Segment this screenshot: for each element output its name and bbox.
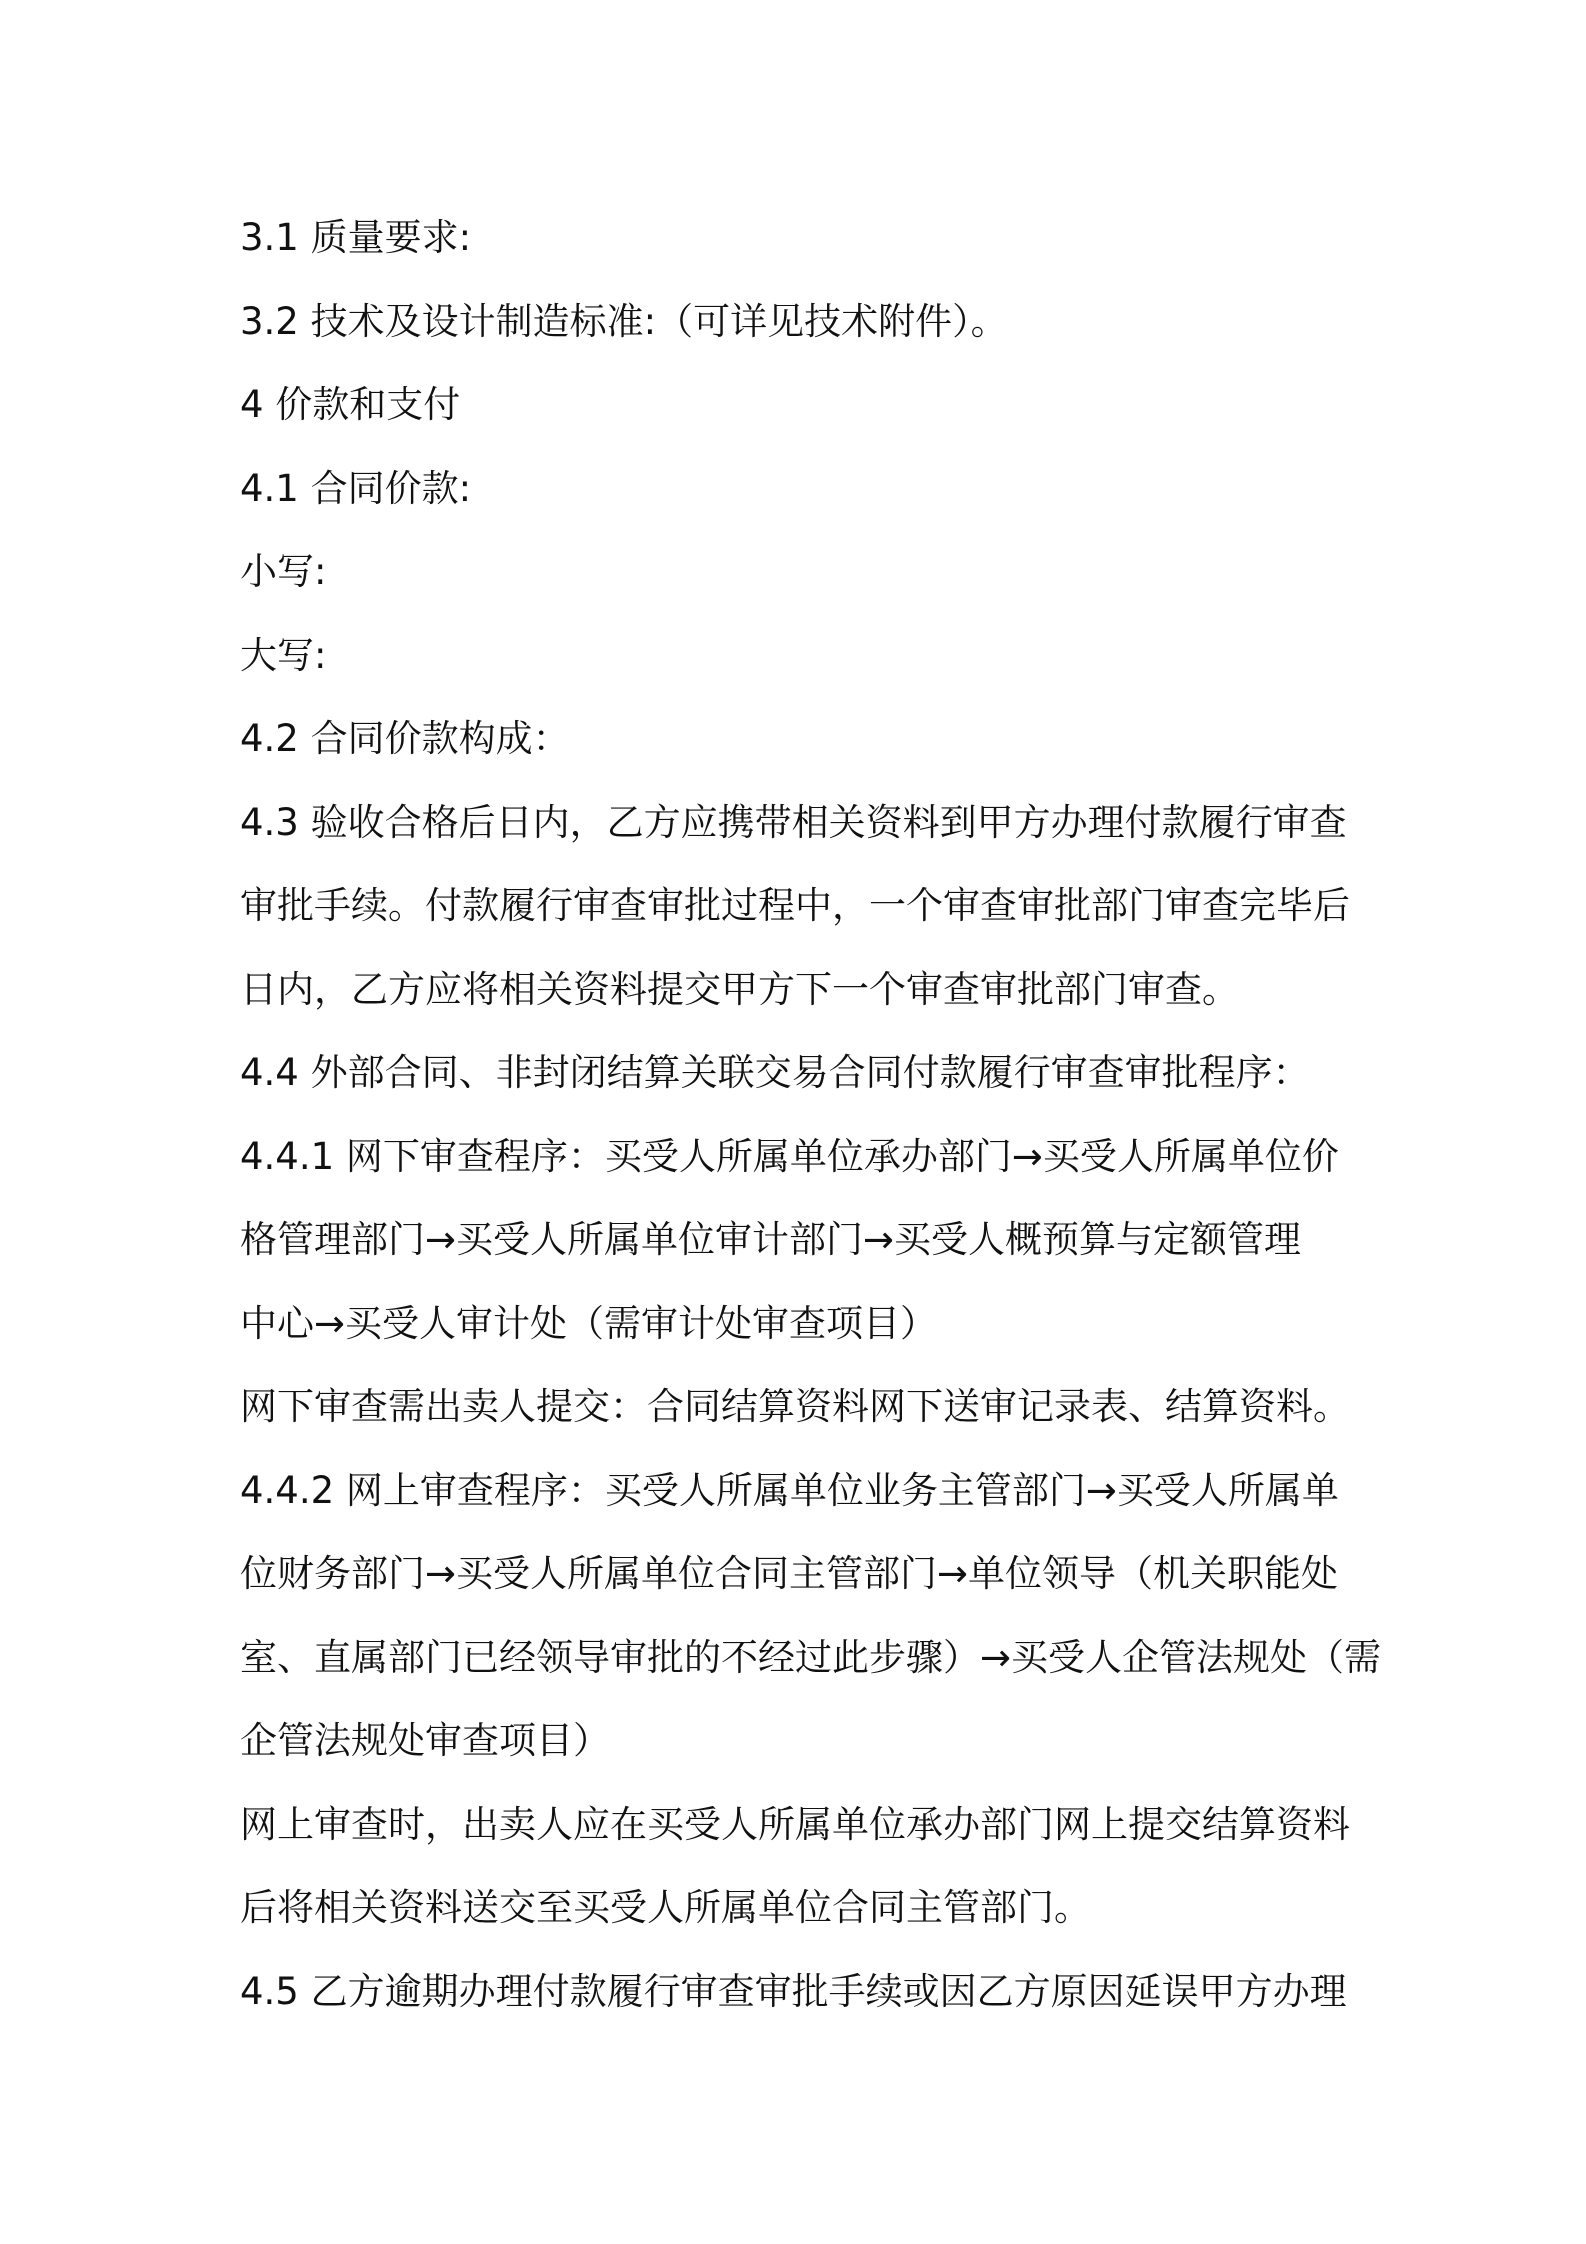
- section-4-3-line-3: 日内，乙方应将相关资料提交甲方下一个审查审批部门审查。: [240, 967, 1239, 1011]
- price-in-words: 大写:: [240, 633, 327, 677]
- section-4-4-1-line-2: 格管理部门→买受人所属单位审计部门→买受人概预算与定额管理: [240, 1218, 1302, 1261]
- online-review-line-1: 网上审查时，出卖人应在买受人所属单位承办部门网上提交结算资料: [240, 1802, 1350, 1846]
- section-4-4-2-line-4: 企管法规处审查项目）: [240, 1719, 610, 1762]
- section-4-4-1-line-3: 中心→买受人审计处（需审计处审查项目）: [240, 1301, 938, 1345]
- section-4-4-1-line-1: 4.4.1 网下审查程序：买受人所属单位承办部门→买受人所属单位价: [240, 1134, 1339, 1178]
- section-4-1-contract-price: 4.1 合同价款:: [240, 466, 472, 510]
- section-4-5-line-1: 4.5 乙方逾期办理付款履行审查审批手续或因乙方原因延误甲方办理: [240, 1969, 1347, 2013]
- price-in-figures: 小写:: [240, 550, 327, 593]
- online-review-line-2: 后将相关资料送交至买受人所属单位合同主管部门。: [240, 1886, 1091, 1929]
- section-4-4-2-line-2: 位财务部门→买受人所属单位合同主管部门→单位领导（机关职能处: [240, 1552, 1339, 1595]
- section-4-2-price-composition: 4.2 合同价款构成：: [240, 717, 570, 760]
- section-4-4-review-procedure: 4.4 外部合同、非封闭结算关联交易合同付款履行审查审批程序：: [240, 1051, 1310, 1094]
- section-4-3-line-2: 审批手续。付款履行审查审批过程中，一个审查审批部门审查完毕后: [240, 884, 1350, 927]
- section-4-3-line-1: 4.3 验收合格后日内，乙方应携带相关资料到甲方办理付款履行审查: [240, 800, 1347, 844]
- offline-review-submission: 网下审查需出卖人提交：合同结算资料网下送审记录表、结算资料。: [240, 1385, 1350, 1428]
- section-4-4-2-line-3: 室、直属部门已经领导审批的不经过此步骤）→买受人企管法规处（需: [240, 1635, 1382, 1679]
- document-body: [240, 196, 1380, 2033]
- section-4-price-and-payment: 4 价款和支付: [240, 383, 461, 426]
- section-4-4-2-line-1: 4.4.2 网上审查程序：买受人所属单位业务主管部门→买受人所属单: [240, 1468, 1339, 1512]
- section-3-2-technical-standards: 3.2 技术及设计制造标准:（可详见技术附件）。: [240, 299, 1008, 343]
- section-3-1-quality-requirements: 3.1 质量要求:: [240, 216, 472, 259]
